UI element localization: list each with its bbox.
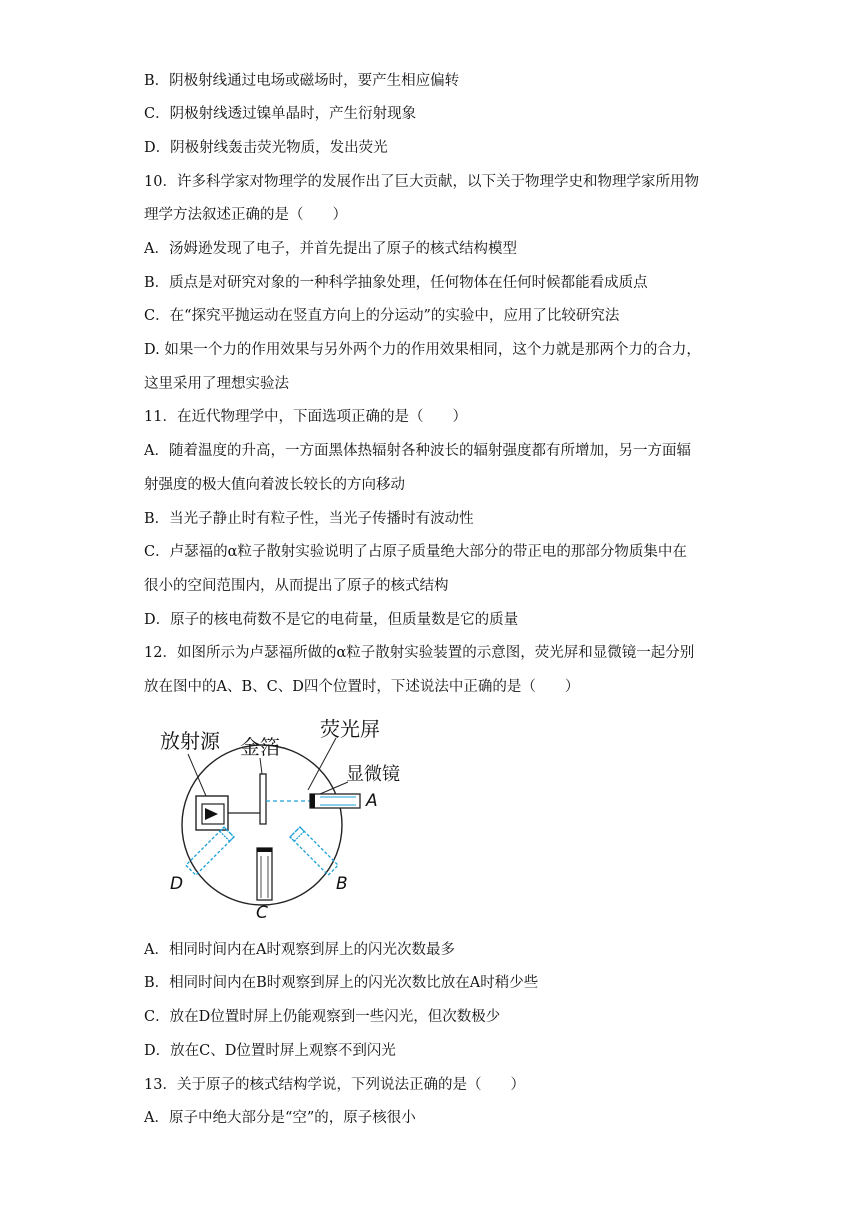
text-line: B．质点是对研究对象的一种科学抽象处理，任何物体在任何时候都能看成质点 — [144, 275, 648, 291]
label-foil: 金箔 — [240, 735, 280, 759]
label-screen: 荧光屏 — [320, 717, 380, 741]
question-10-line-2: 理学方法叙述正确的是（ ） — [144, 207, 347, 223]
microscope-b — [290, 827, 338, 875]
label-b: B — [336, 874, 348, 894]
text-line: 很小的空间范围内，从而提出了原子的核式结构 — [144, 578, 449, 594]
label-microscope: 显微镜 — [346, 764, 400, 785]
label-c: C — [256, 903, 268, 923]
text-line: B．阴极射线通过电场或磁场时，要产生相应偏转 — [144, 73, 460, 89]
label-a: A — [366, 791, 378, 811]
text-line: B．相同时间内在B时观察到屏上的闪光次数比放在A时稍少些 — [144, 975, 539, 991]
text-line: D. 如果一个力的作用效果与另外两个力的作用效果相同，这个力就是那两个力的合力， — [144, 342, 701, 358]
label-source: 放射源 — [160, 729, 220, 753]
text-line: 这里采用了理想实验法 — [144, 376, 289, 392]
text-line: 射强度的极大值向着波长较长的方向移动 — [144, 477, 405, 493]
question-12-line-2: 放在图中的A、B、C、D四个位置时，下述说法中正确的是（ ） — [144, 679, 580, 695]
question-10-line-1: 10．许多科学家对物理学的发展作出了巨大贡献，以下关于物理学史和物理学家所用物 — [144, 174, 699, 190]
question-13-line: 13．关于原子的核式结构学说，下列说法正确的是（ ） — [144, 1077, 525, 1093]
microscope-c — [257, 848, 272, 900]
text-line: A．汤姆逊发现了电子，并首先提出了原子的核式结构模型 — [144, 241, 517, 257]
microscope-a — [310, 794, 360, 808]
text-line: A．相同时间内在A时观察到屏上的闪光次数最多 — [144, 942, 455, 958]
text-line: C．阴极射线透过镍单晶时，产生衍射现象 — [144, 106, 417, 122]
text-line: D．阴极射线轰击荧光物质，发出荧光 — [144, 140, 388, 156]
text-line: B．当光子静止时有粒子性，当光子传播时有波动性 — [144, 511, 474, 527]
text-line: C．放在D位置时屏上仍能观察到一些闪光，但次数极少 — [144, 1009, 501, 1025]
label-d: D — [170, 874, 184, 894]
question-12-line-1: 12．如图所示为卢瑟福所做的α粒子散射实验装置的示意图，荧光屏和显微镜一起分别 — [144, 645, 695, 661]
microscope-d — [186, 827, 234, 875]
text-line: A．原子中绝大部分是“空”的，原子核很小 — [144, 1110, 416, 1126]
gold-foil — [260, 774, 266, 824]
question-11-line: 11．在近代物理学中，下面选项正确的是（ ） — [144, 409, 467, 425]
text-line: A．随着温度的升高，一方面黑体热辐射各种波长的辐射强度都有所增加，另一方面辐 — [144, 443, 691, 459]
text-line: C．卢瑟福的α粒子散射实验说明了占原子质量绝大部分的带正电的那部分物质集中在 — [144, 544, 687, 560]
text-line: D．放在C、D位置时屏上观察不到闪光 — [144, 1043, 396, 1059]
rutherford-apparatus-diagram — [160, 712, 420, 927]
text-line: C．在“探究平抛运动在竖直方向上的分运动”的实验中，应用了比较研究法 — [144, 308, 620, 324]
text-line: D．原子的核电荷数不是它的电荷量，但质量数是它的质量 — [144, 612, 519, 628]
